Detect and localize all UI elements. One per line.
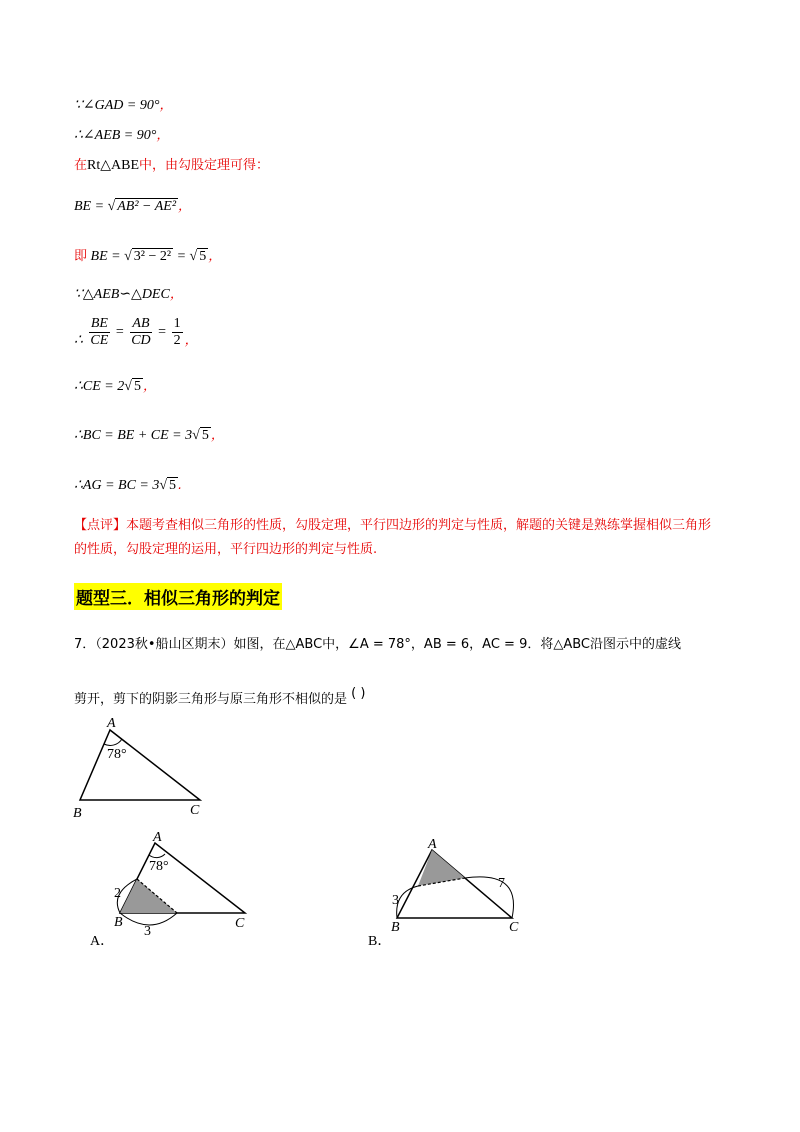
sqrt-icon: √ 5 bbox=[192, 428, 209, 443]
line-10-rad: 5 bbox=[169, 478, 177, 493]
line-2 bbox=[74, 127, 169, 145]
fraction-ab-cd bbox=[129, 316, 152, 349]
line-1-tail: ， bbox=[159, 98, 173, 113]
line-4-rad: AB² − AE² bbox=[117, 199, 177, 214]
line-8-tail: ， bbox=[142, 379, 156, 394]
line-7-eq1: = bbox=[115, 324, 124, 340]
line-5-pre: 即 bbox=[74, 249, 88, 264]
line-4-tail: ， bbox=[178, 199, 192, 214]
angle-label: 78° bbox=[107, 747, 127, 762]
line-3-post: 中，由勾股定理可得： bbox=[139, 158, 270, 173]
sqrt-icon: √ 5 bbox=[189, 249, 207, 264]
line-5-tail: ， bbox=[208, 249, 222, 264]
line-6-tail: ， bbox=[169, 287, 183, 302]
main-triangle-figure bbox=[60, 710, 250, 830]
question-line-2 bbox=[74, 688, 365, 707]
line-7-eq2: = bbox=[158, 324, 167, 340]
option-b-side-7: 7 bbox=[498, 876, 505, 891]
triangle-abc bbox=[80, 730, 200, 800]
line-7-n1: BE bbox=[90, 316, 108, 331]
question-line-1: 7．（2023秋•船山区期末）如图，在△ABC中，∠A = 78°，AB = 6，AC = 9．将△ABC沿图示中的虚线 bbox=[74, 637, 681, 652]
line-8 bbox=[74, 378, 156, 396]
line-5-lhs: BE = bbox=[90, 249, 121, 264]
line-1 bbox=[74, 97, 172, 115]
sqrt-icon: √ 3² − 2² bbox=[124, 249, 172, 264]
section-title: 题型三．相似三角形的判定 bbox=[74, 583, 282, 610]
option-b-vertex-a: A bbox=[428, 837, 437, 852]
line-7 bbox=[74, 316, 198, 349]
line-7-n3: 1 bbox=[173, 316, 181, 331]
line-10-lhs: ∴AG = BC = 3 bbox=[74, 478, 160, 493]
line-3-math: Rt△ABE bbox=[87, 158, 140, 173]
option-b-triangle bbox=[397, 850, 512, 918]
fraction-one-half bbox=[172, 316, 183, 349]
option-a-label: A． bbox=[90, 934, 115, 949]
option-a-vertex-c: C bbox=[235, 916, 245, 931]
line-7-n2: AB bbox=[132, 316, 150, 331]
fraction-be-ce bbox=[88, 316, 110, 349]
line-2-math: ∴∠AEB = 90° bbox=[74, 128, 157, 143]
line-9-tail: ， bbox=[210, 428, 224, 443]
line-6 bbox=[74, 286, 183, 304]
vertex-label-a: A bbox=[107, 716, 116, 731]
sqrt-icon: √ 5 bbox=[124, 379, 141, 394]
option-a-vertex-a: A bbox=[153, 830, 162, 845]
option-a-angle: 78° bbox=[149, 859, 169, 874]
line-5 bbox=[74, 248, 221, 266]
line-3-pre: 在 bbox=[74, 158, 88, 173]
line-10 bbox=[74, 477, 182, 495]
option-b-vertex-b: B bbox=[391, 920, 400, 935]
vertex-label-c: C bbox=[190, 803, 200, 818]
option-a-vertex-b: B bbox=[114, 915, 123, 930]
line-8-rad: 5 bbox=[133, 379, 141, 394]
line-6-math: ∵△AEB∽△DEC bbox=[74, 287, 170, 302]
line-2-tail: ， bbox=[156, 128, 170, 143]
line-10-tail: . bbox=[178, 478, 183, 493]
line-7-d3: 2 bbox=[173, 333, 181, 348]
line-5-rad: 3² − 2² bbox=[133, 249, 172, 264]
line-7-therefore: ∴ bbox=[74, 333, 83, 348]
line-4-lhs: BE = bbox=[74, 199, 105, 214]
line-7-d1: CE bbox=[90, 333, 109, 348]
line-5-mid: = bbox=[176, 249, 187, 264]
question-line-2-text: 剪开，剪下的阴影三角形与原三角形不相似的是 bbox=[74, 692, 348, 707]
angle-arc bbox=[104, 739, 122, 745]
answer-parentheses: ( ) bbox=[351, 686, 366, 701]
vertex-label-b: B bbox=[73, 806, 82, 821]
sqrt-icon: √ 5 bbox=[159, 478, 177, 493]
line-7-d2: CD bbox=[131, 333, 151, 348]
line-3 bbox=[74, 157, 269, 175]
option-b-vertex-c: C bbox=[509, 920, 519, 935]
option-a-side-2: 2 bbox=[114, 886, 121, 901]
option-b-label: B． bbox=[368, 934, 392, 949]
sqrt-icon: √ AB² − AE² bbox=[107, 199, 177, 214]
comment-paragraph: 【点评】本题考查相似三角形的性质，勾股定理，平行四边形的判定与性质，解题的关键是熟练掌握相似三角形的性质，勾股定理的运用，平行四边形的判定与性质. bbox=[74, 518, 712, 557]
line-8-lhs: ∴CE = 2 bbox=[74, 379, 125, 394]
option-a-angle-arc bbox=[149, 854, 165, 858]
line-1-math: ∵∠GAD = 90° bbox=[74, 98, 160, 113]
line-5-rad2: 5 bbox=[199, 249, 207, 264]
option-b-side-3: 3 bbox=[392, 893, 399, 908]
line-4 bbox=[74, 198, 191, 216]
line-9 bbox=[74, 427, 224, 445]
line-7-tail: ， bbox=[184, 332, 198, 348]
line-9-lhs: ∴BC = BE + CE = 3 bbox=[74, 428, 193, 443]
option-b-figure bbox=[362, 830, 552, 955]
option-a-figure bbox=[80, 825, 280, 955]
option-b-shaded-triangle bbox=[418, 850, 465, 886]
line-9-rad: 5 bbox=[201, 428, 209, 443]
option-a-side-3: 3 bbox=[144, 924, 151, 939]
option-b-arc-7 bbox=[465, 877, 513, 918]
